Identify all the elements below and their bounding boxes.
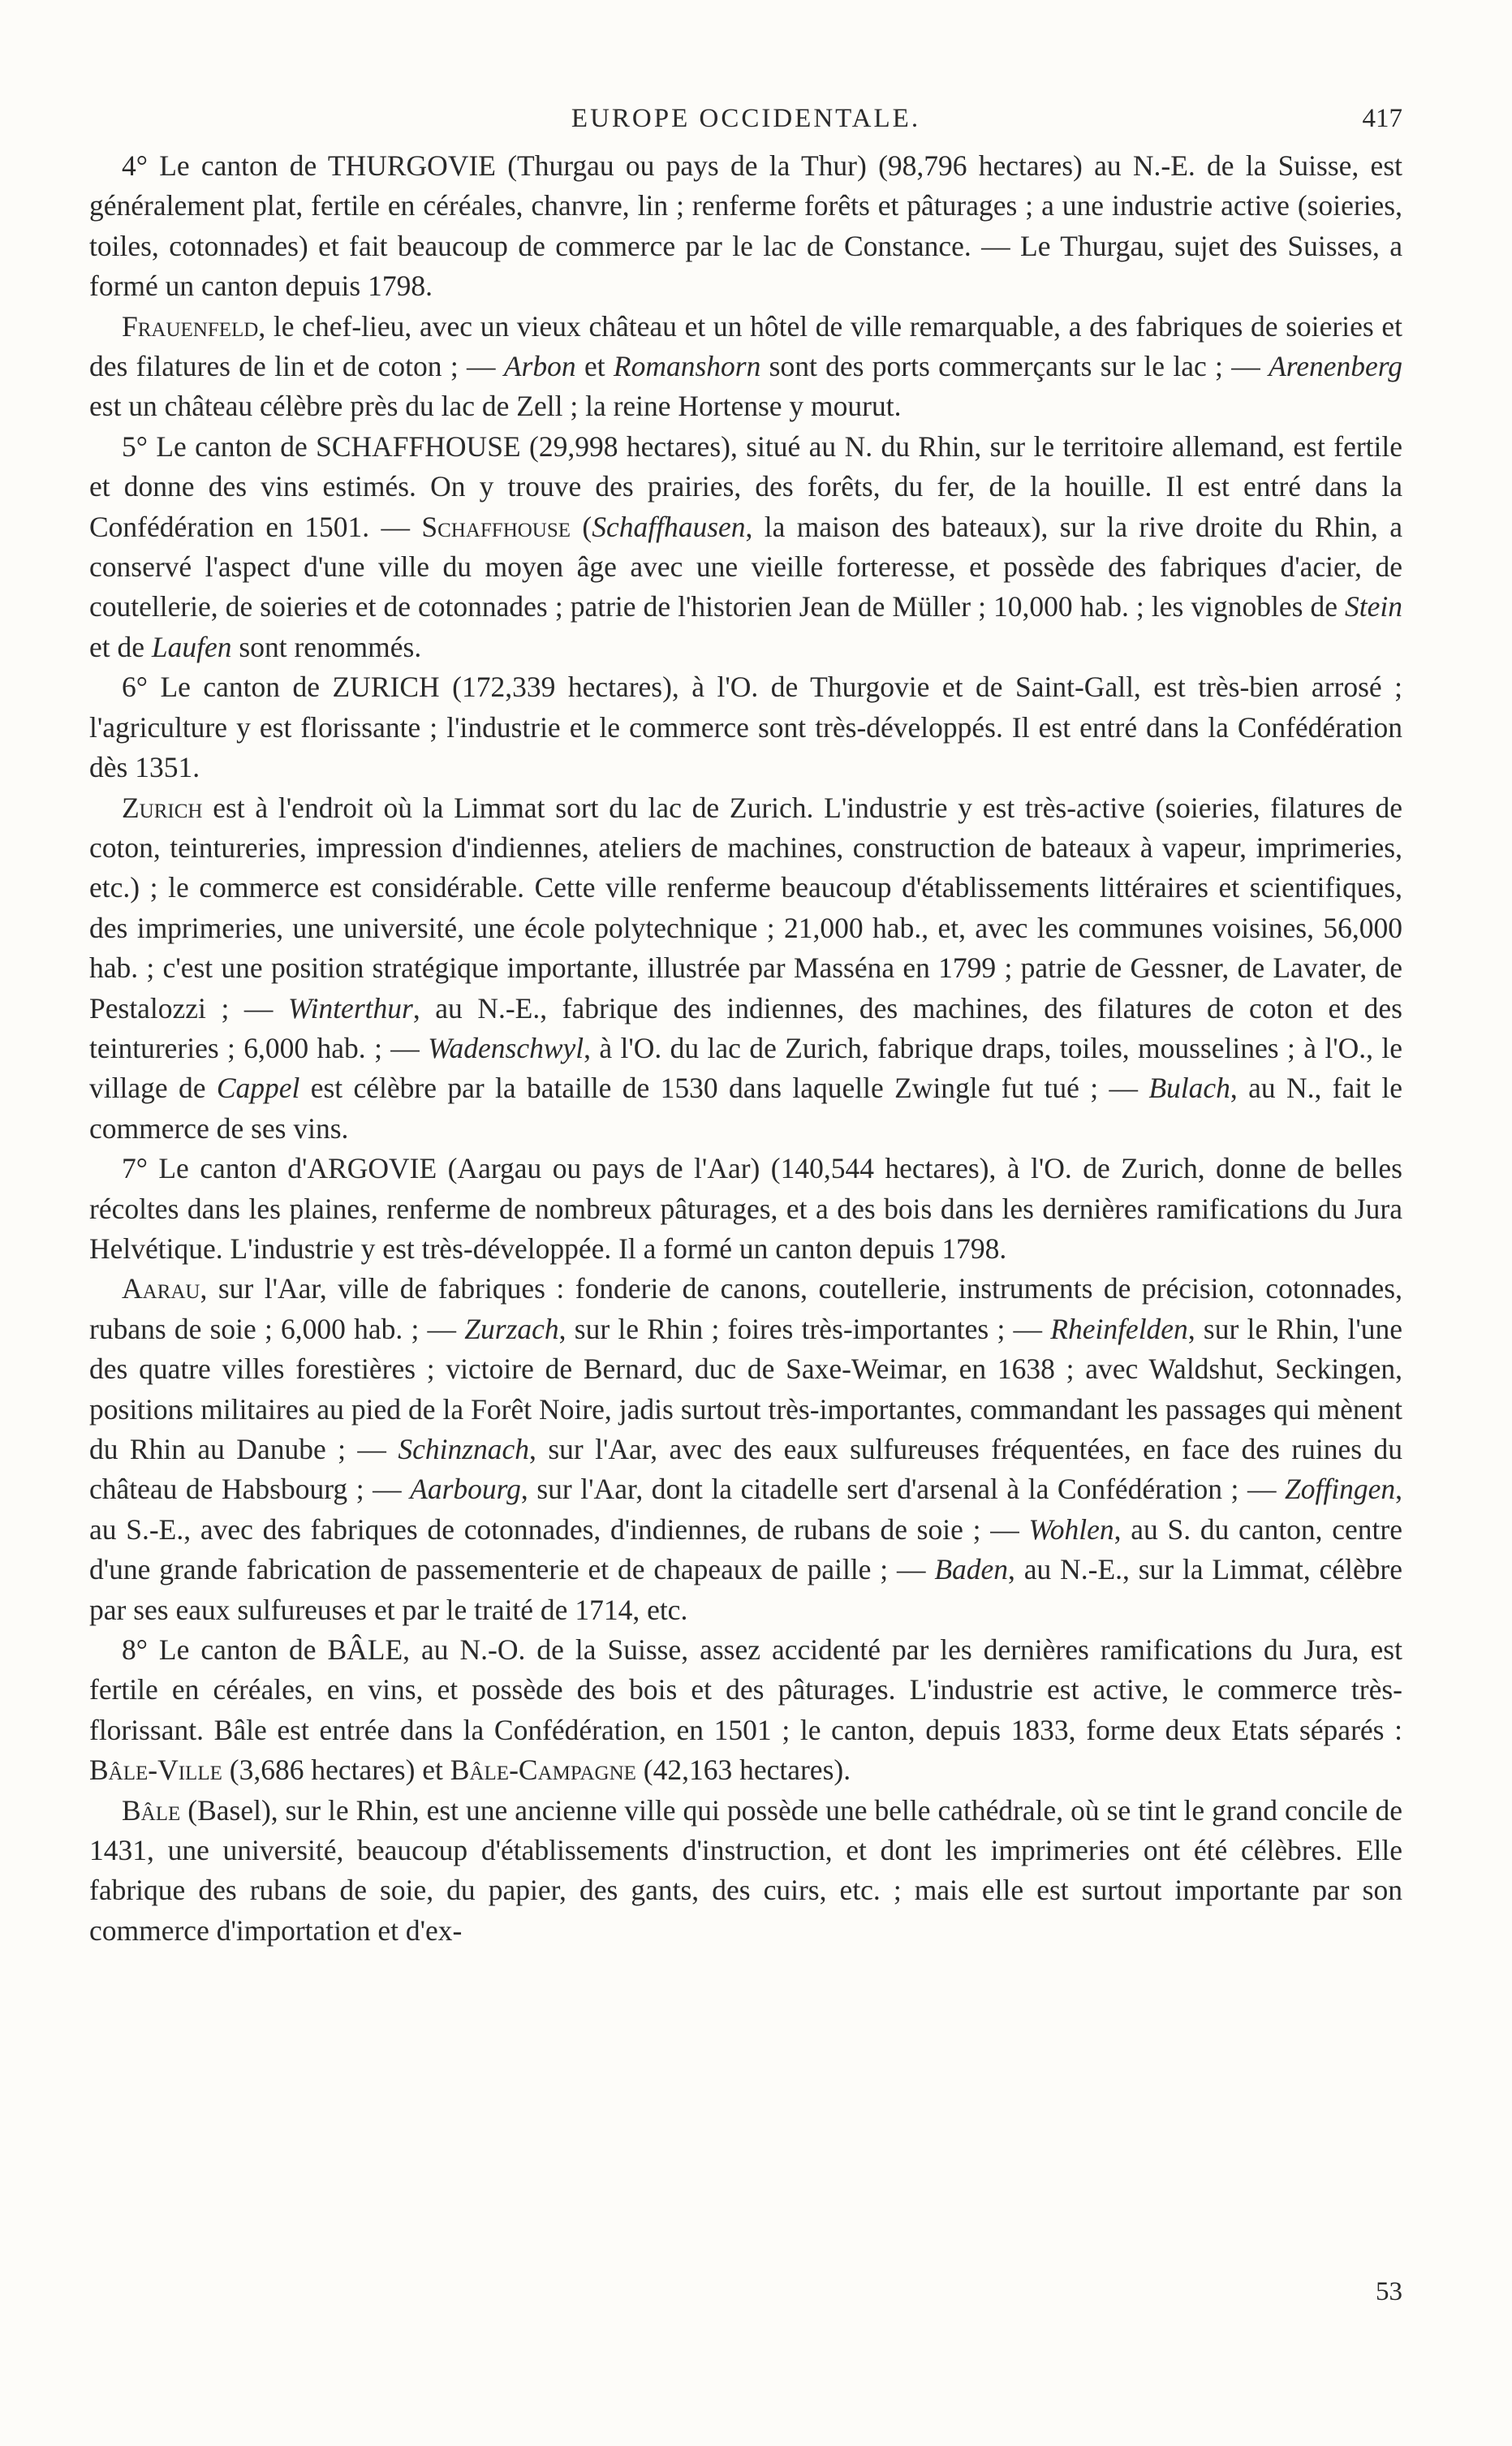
page-body [89, 146, 1402, 1951]
place-name: Bâle [122, 1793, 181, 1827]
signature-mark: 53 [1376, 2277, 1402, 2306]
paragraph-frauenfeld: Frauenfeld, le chef-lieu, avec un vieux château et un hôtel de ville remarquable, a des fabriques de soieries et des filatures de lin et de coton ; — Arbon et Romanshorn sont des ports commerçants sur le lac ; — Arenenberg est un château célèbre près du lac de Zell ; la reine Hortense y mourut. [89, 309, 1403, 423]
place-name: Schinznach [398, 1433, 530, 1465]
place-name: Stein [1345, 590, 1402, 623]
place-name: Zurich [122, 791, 203, 824]
place-name: Rheinfelden [1050, 1312, 1188, 1345]
place-name: Arbon [503, 350, 576, 383]
place-name: Baden [934, 1553, 1009, 1586]
place-name: Schaffhausen [592, 510, 746, 543]
place-name: Winterthur [287, 991, 413, 1025]
paragraph-thurgovie: 4° Le canton de THURGOVIE (Thurgau ou pays de la Thur) (98,796 hectares) au N.-E. de la Suisse, est généralement plat, fertile en céréales, chanvre, lin ; renferme forêts et pâturages ; a une industrie active (soieries, toiles, cotonnades) et fait beaucoup de commerce par le lac de Constance. — Le Thurgau, sujet des Suisses, a formé un canton depuis 1798. [89, 149, 1402, 303]
place-name: Zurzach [464, 1312, 559, 1345]
page [89, 97, 1402, 1951]
page-number: 417 [1362, 104, 1402, 133]
paragraph-zurich-city: Zurich est à l'endroit où la Limmat sort du lac de Zurich. L'industrie y est très-active (soieries, filatures de coton, teintureries, impression d'indiennes, ateliers de machines, construction de bateaux à vapeur, imprimeries, etc.) ; le commerce est considérable. Cette ville renferme beaucoup d'établissements littéraires et scientifiques, des imprimeries, une université, une école polytechnique ; 21,000 hab., et, avec les communes voisines, 56,000 hab. ; c'est une position stratégique importante, illustrée par Masséna en 1799 ; patrie de Gessner, de Lavater, de Pestalozzi ; — Winterthur, au N.-E., fabrique des indiennes, des machines, des filatures de coton et des teintureries ; 6,000 hab. ; — Wadenschwyl, à l'O. du lac de Zurich, fabrique draps, toiles, mousselines ; à l'O., le village de Cappel est célèbre par la bataille de 1530 dans laquelle Zwingle fut tué ; — Bulach, au N., fait le commerce de ses vins. [89, 791, 1402, 1145]
place-name: Schaffhouse [421, 510, 571, 543]
place-name: Frauenfeld [122, 309, 259, 343]
place-name: Bâle-Campagne [450, 1754, 636, 1787]
place-name: Romanshorn [613, 350, 761, 383]
place-name: Aarbourg [410, 1473, 521, 1506]
place-name: Bâle-Ville [89, 1754, 222, 1787]
paragraph-bale-city: Bâle (Basel), sur le Rhin, est une ancienne ville qui possède une belle cathédrale, où se tint le grand concile de 1431, une université, beaucoup d'établissements d'instruction, et dont les imprimeries ont été célèbres. Elle fabrique des rubans de soie, du papier, des gants, des cuirs, etc. ; mais elle est surtout importante par son commerce d'importation et d'ex- [89, 1793, 1402, 1947]
paragraph-zurich-canton: 6° Le canton de ZURICH (172,339 hectares), à l'O. de Thurgovie et de Saint-Gall, est très-bien arrosé ; l'agriculture y est florissante ; l'industrie et le commerce sont très-développés. Il est entré dans la Confédération dès 1351. [89, 671, 1402, 784]
paragraph-aarau: Aarau, sur l'Aar, ville de fabriques : fonderie de canons, coutellerie, instruments de précision, cotonnades, rubans de soie ; 6,000 hab. ; — Zurzach, sur le Rhin ; foires très-importantes ; — Rheinfelden, sur le Rhin, l'une des quatre villes forestières ; victoire de Bernard, duc de Saxe-Weimar, en 1638 ; avec Waldshut, Seckingen, positions militaires au pied de la Forêt Noire, jadis surtout très-importantes, commandant les passages qui mènent du Rhin au Danube ; — Schinznach, sur l'Aar, avec des eaux sulfureuses fréquentées, en face des ruines du château de Habsbourg ; — Aarbourg, sur l'Aar, dont la citadelle sert d'arsenal à la Confédération ; — Zoffingen, au S.-E., avec des fabriques de cotonnades, d'indiennes, de rubans de soie ; — Wohlen, au S. du canton, centre d'une grande fabrication de passementerie et de chapeaux de paille ; — Baden, au N.-E., sur la Limmat, célèbre par ses eaux sulfureuses et par le traité de 1714, etc. [89, 1272, 1403, 1626]
running-header [89, 97, 1402, 146]
place-name: Laufen [151, 630, 232, 663]
paragraph-argovie: 7° Le canton d'ARGOVIE (Aargau ou pays de l'Aar) (140,544 hectares), à l'O. de Zurich, donne de belles récoltes dans les plaines, renferme de nombreux pâturages, et a des bois dans les dernières ramifications du Jura Helvétique. L'industrie y est très-développée. Il a formé un canton depuis 1798. [89, 1152, 1402, 1265]
place-name: Wohlen [1028, 1512, 1114, 1546]
paragraph-bale-canton: 8° Le canton de BÂLE, au N.-O. de la Suisse, assez accidenté par les dernières ramifications du Jura, est fertile en céréales, en vins, et possède des bois et des pâturages. L'industrie est active, le commerce très-florissant. Bâle est entrée dans la Confédération, en 1501 ; le canton, depuis 1833, forme deux Etats séparés : Bâle-Ville (3,686 hectares) et Bâle-Campagne (42,163 hectares). [89, 1633, 1402, 1787]
place-name: Bulach [1148, 1072, 1230, 1105]
place-name: Cappel [216, 1072, 300, 1105]
place-name: Arenenberg [1269, 350, 1403, 383]
place-name: Wadenschwyl [428, 1031, 584, 1064]
paragraph-schaffhouse: 5° Le canton de SCHAFFHOUSE (29,998 hectares), situé au N. du Rhin, sur le territoire allemand, est fertile et donne des vins estimés. On y trouve des prairies, des forêts, du fer, de la houille. Il est entré dans la Confédération en 1501. — Schaffhouse (Schaffhausen, la maison des bateaux), sur la rive droite du Rhin, a conservé l'aspect d'une ville du moyen âge avec une vieille forteresse, et possède des fabriques d'acier, de coutellerie, de soieries et de cotonnades ; patrie de l'historien Jean de Müller ; 10,000 hab. ; les vignobles de Stein et de Laufen sont renommés. [89, 429, 1403, 663]
running-title: EUROPE OCCIDENTALE. [571, 104, 921, 133]
place-name: Aarau [122, 1272, 200, 1305]
place-name: Zoffingen [1285, 1473, 1396, 1506]
